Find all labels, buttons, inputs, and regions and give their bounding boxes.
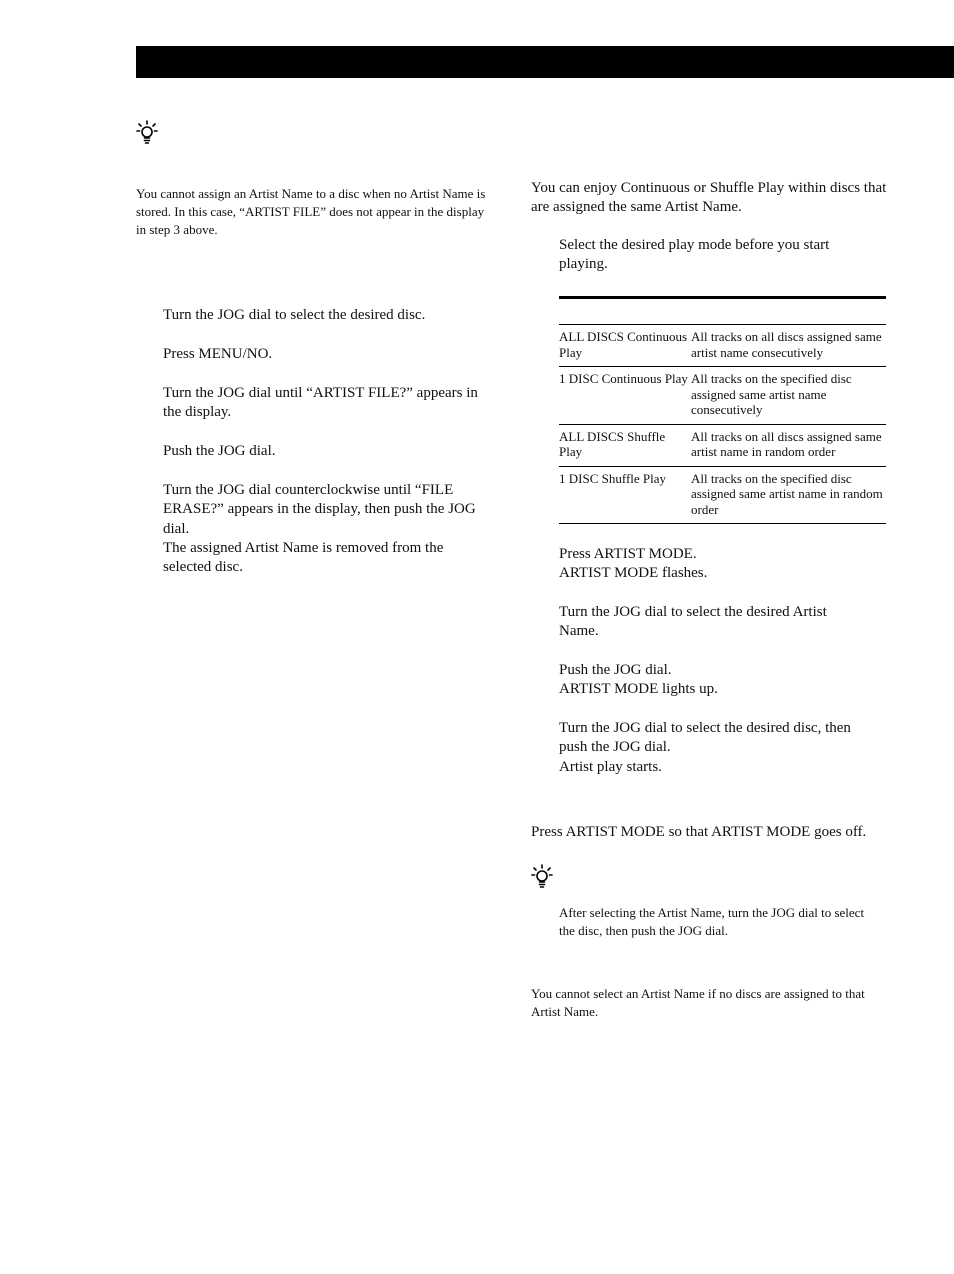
table-cell-desc: All tracks on all discs assigned same artist name consecutively xyxy=(691,329,882,360)
right-tip: After selecting the Artist Name, turn the JOG dial to select the disc, then push the JOG dial. xyxy=(559,905,865,938)
left-note: You cannot assign an Artist Name to a disc when no Artist Name is stored. In this case, “ARTIST FILE” does not appear in the display in step 3 above. xyxy=(136,186,486,237)
left-step-5-result: The assigned Artist Name is removed from the selected disc. xyxy=(163,540,444,576)
right-step-1: Press ARTIST MODE. xyxy=(559,546,697,562)
table-row xyxy=(559,466,886,524)
cancel-instruction: Press ARTIST MODE so that ARTIST MODE goes off. xyxy=(531,824,867,840)
table-cell-mode: 1 DISC Shuffle Play xyxy=(559,470,667,486)
left-step-2: Press MENU/NO. xyxy=(163,346,273,362)
table-cell-desc: All tracks on the specified disc assigned same artist name in random order xyxy=(691,470,883,517)
table-cell-desc: All tracks on the specified disc assigned same artist name consecutively xyxy=(691,371,852,417)
table-row xyxy=(559,367,886,425)
right-step-4: Turn the JOG dial to select the desired disc, then push the JOG dial. xyxy=(559,720,851,756)
right-step-3-result: ARTIST MODE lights up. xyxy=(559,681,718,697)
table-row xyxy=(559,325,886,367)
right-step-4-result: Artist play starts. xyxy=(559,759,662,775)
table-cell-desc: All tracks on all discs assigned same artist name in random order xyxy=(691,428,882,459)
table-row xyxy=(559,424,886,466)
lightbulb-tip-icon xyxy=(531,864,553,890)
play-mode-table xyxy=(559,324,886,524)
right-step-3: Push the JOG dial. xyxy=(559,662,672,678)
left-step-5: Turn the JOG dial counterclockwise until “FILE ERASE?” appears in the display, then push the JOG dial. xyxy=(163,482,476,537)
left-step-1: Turn the JOG dial to select the desired disc. xyxy=(163,307,426,323)
table-top-rule xyxy=(559,296,886,299)
lightbulb-tip-icon xyxy=(136,120,158,146)
right-note: You cannot select an Artist Name if no discs are assigned to that Artist Name. xyxy=(531,986,865,1019)
table-cell-mode: 1 DISC Continuous Play xyxy=(559,371,688,386)
left-step-4: Push the JOG dial. xyxy=(163,443,276,459)
right-pre-step: Select the desired play mode before you start playing. xyxy=(559,237,830,273)
table-cell-mode: ALL DISCS Shuffle Play xyxy=(559,428,666,459)
right-step-1-result: ARTIST MODE flashes. xyxy=(559,565,708,581)
left-step-3: Turn the JOG dial until “ARTIST FILE?” appears in the display. xyxy=(163,385,478,421)
right-step-2: Turn the JOG dial to select the desired Artist Name. xyxy=(559,604,827,640)
right-intro: You can enjoy Continuous or Shuffle Play within discs that are assigned the same Artist Name. xyxy=(531,180,887,216)
header-bar xyxy=(136,46,954,78)
table-cell-mode: ALL DISCS Continuous Play xyxy=(559,329,688,360)
